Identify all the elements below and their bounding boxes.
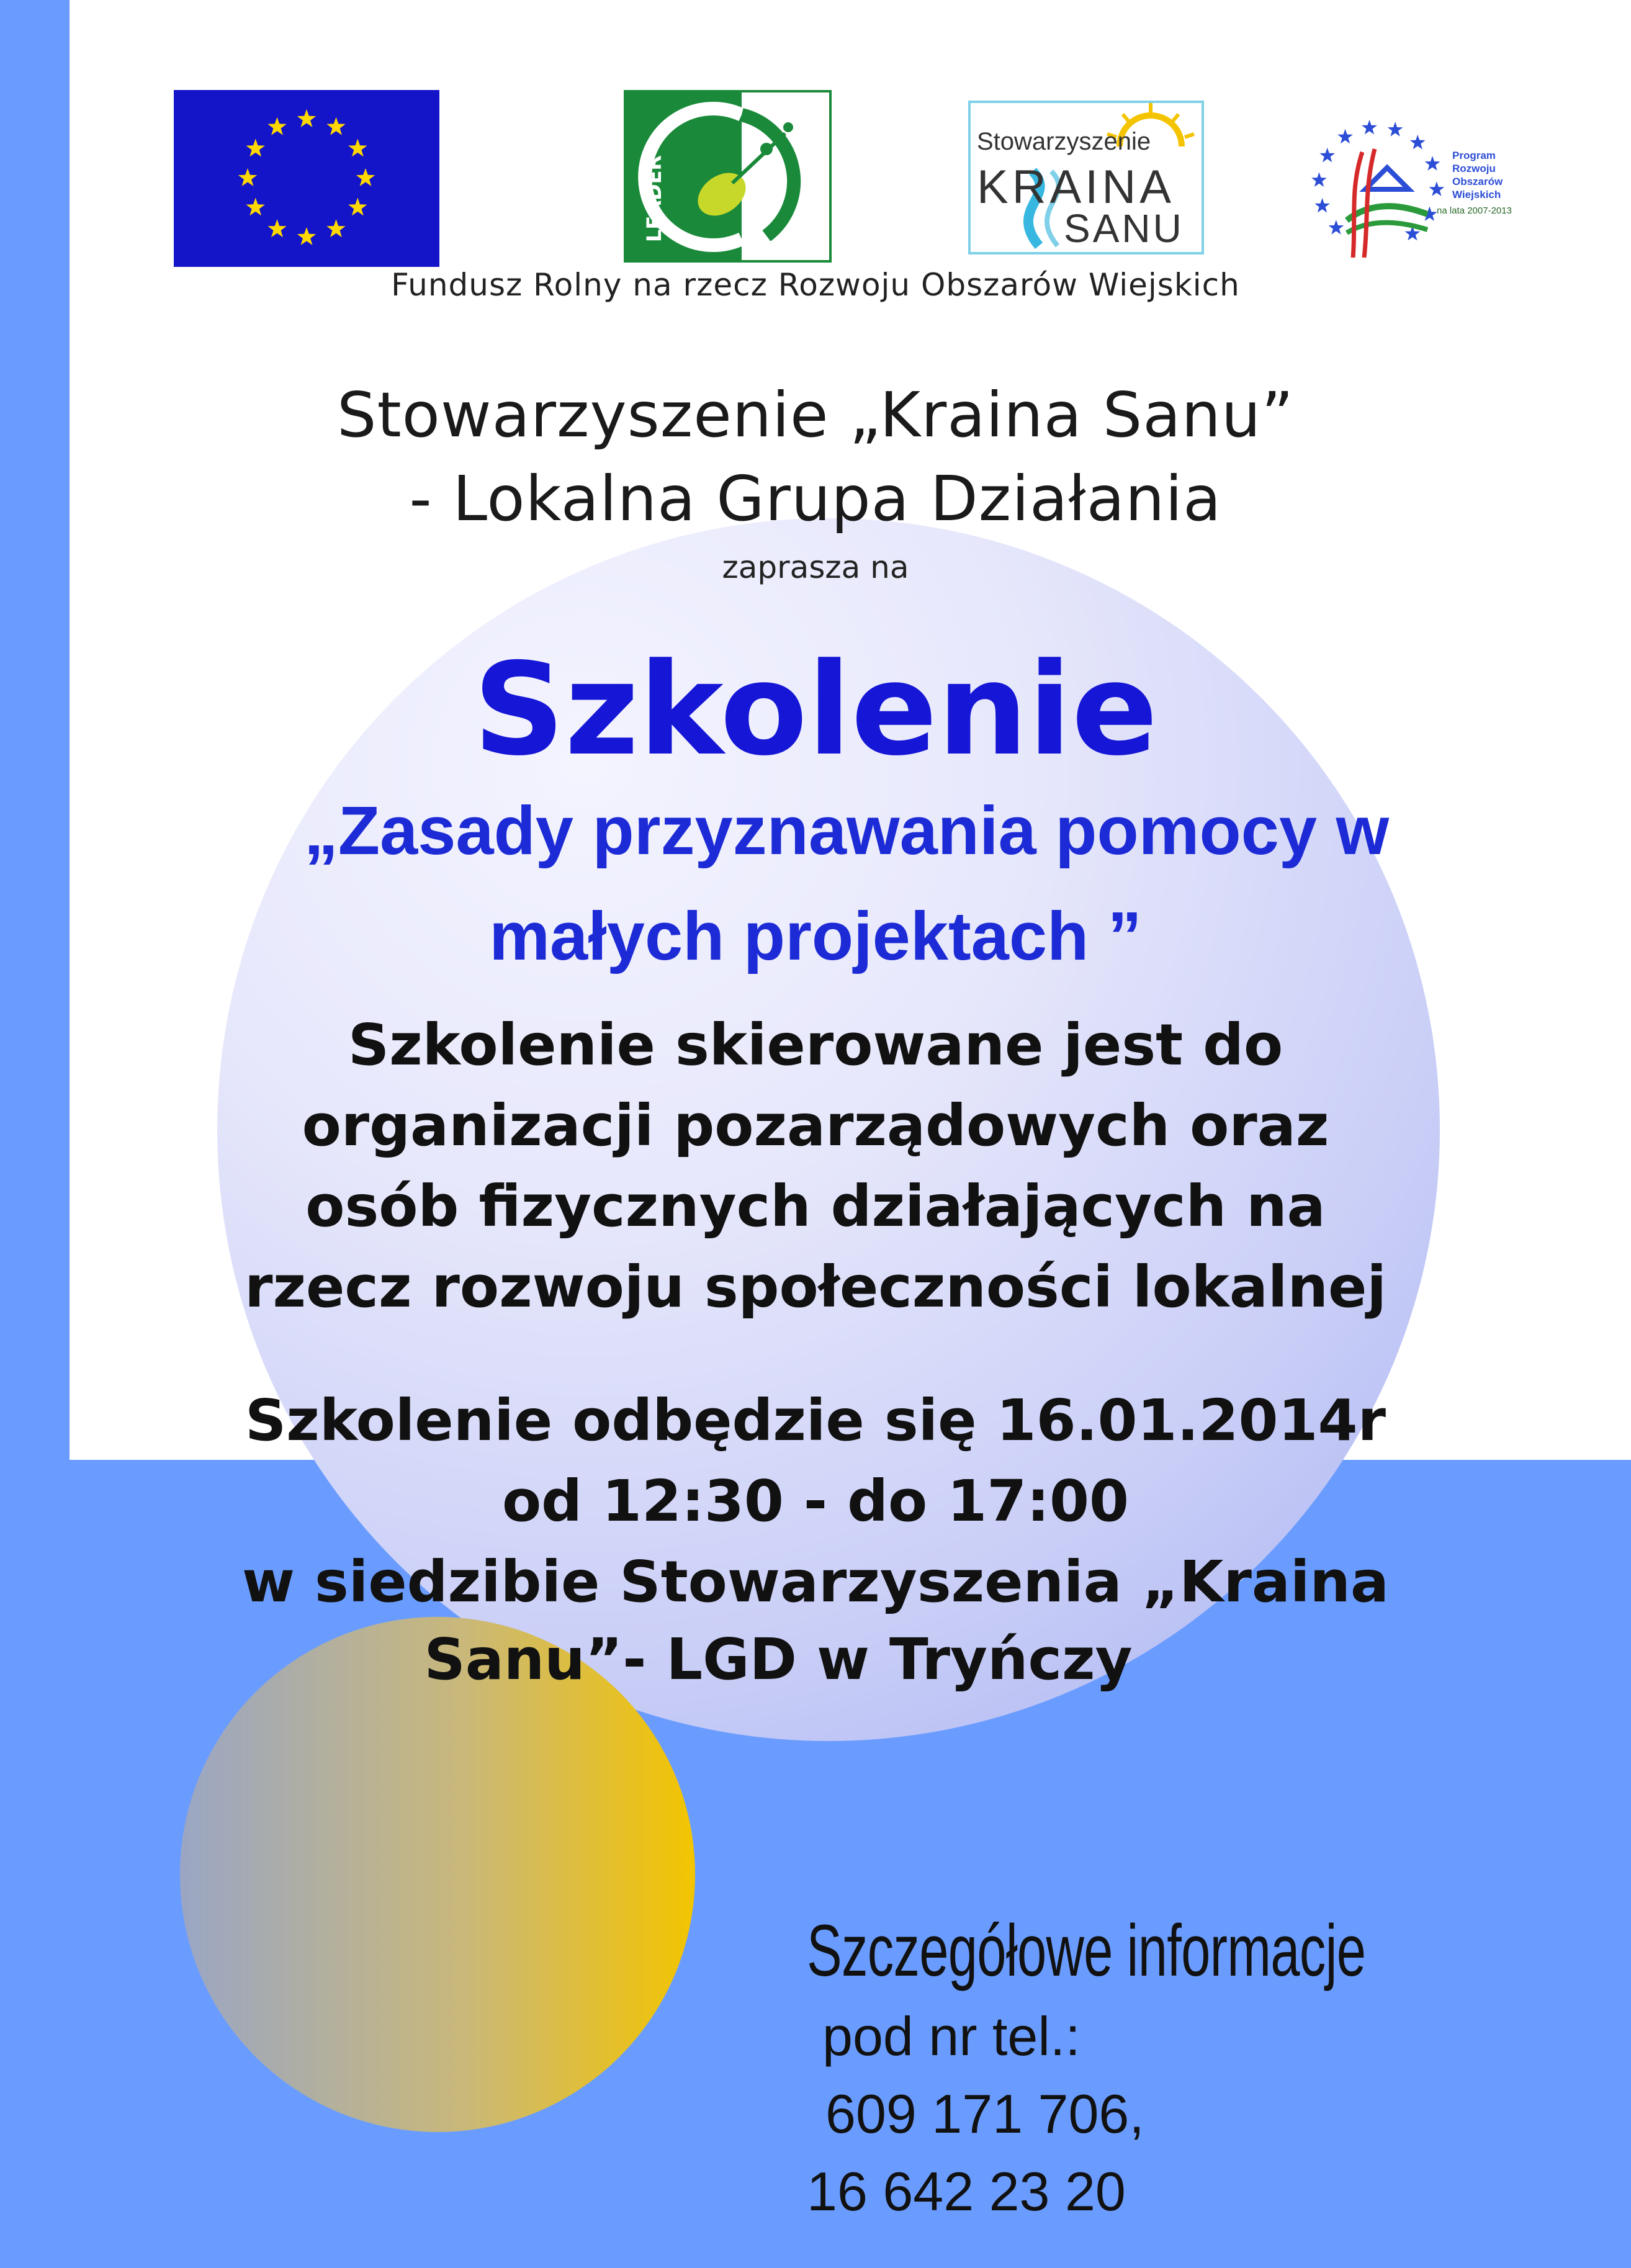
target-line-1: Szkolenie skierowane jest do — [348, 1012, 1283, 1078]
details-line-4: Sanu”- LGD w Tryńczy — [424, 1626, 1133, 1693]
kraina-logo-caption: Stowarzyszenie — [977, 128, 1151, 155]
prow-line: Wiejskich — [1452, 189, 1501, 200]
prow-star-icon — [1319, 148, 1335, 163]
prow-star-icon — [1429, 181, 1445, 196]
subtitle-line-1: „Zasady przyznawania pomocy w — [303, 793, 1390, 869]
details-line-2: od 12:30 - do 17:00 — [501, 1468, 1130, 1534]
prow-star-icon — [1425, 156, 1440, 170]
organizer-line-1: Stowarzyszenie „Kraina Sanu” — [336, 379, 1295, 451]
prow-star-icon — [1410, 135, 1426, 150]
kraina-logo-word: KRAINA — [977, 161, 1175, 214]
subtitle-line-2: małych projektach ” — [489, 898, 1142, 974]
fund-caption: Fundusz Rolny na rzecz Rozwoju Obszarów Wiejskich — [391, 267, 1240, 303]
invite-text: zaprasza na — [722, 549, 909, 585]
prow-star-icon — [1362, 120, 1377, 135]
eu-flag-icon — [174, 90, 439, 267]
prow-logo-icon — [1310, 115, 1542, 258]
contact-phone-1: 609 171 706, — [825, 2083, 1144, 2144]
prow-star-icon — [1337, 129, 1353, 144]
target-line-3: osób fizycznych działających na — [305, 1173, 1326, 1240]
details-line-1: Szkolenie odbędzie się 16.01.2014r — [245, 1387, 1386, 1454]
target-line-4: rzecz rozwoju społeczności lokalnej — [245, 1254, 1386, 1320]
prow-logo-caption — [1437, 149, 1512, 217]
yellow-gradient-circle — [180, 1617, 695, 2132]
prow-line: Obszarów — [1452, 176, 1503, 187]
headline-title: Szkolenie — [473, 636, 1158, 784]
prow-star-icon — [1311, 173, 1327, 187]
prow-star-icon — [1388, 122, 1403, 137]
prow-star-icon — [1329, 220, 1344, 235]
sanu-logo-word: SANU — [1064, 206, 1184, 251]
kraina-sanu-logo-icon — [968, 101, 1204, 254]
leader-logo-text: LEADER — [642, 155, 666, 242]
prow-line: Rozwoju — [1452, 163, 1496, 174]
target-line-2: organizacji pozarządowych oraz — [302, 1092, 1329, 1159]
prow-star-icon — [1314, 198, 1330, 213]
prow-line: Program — [1452, 150, 1496, 161]
organizer-line-2: - Lokalna Grupa Działania — [409, 462, 1222, 535]
details-line-3: w siedzibie Stowarzyszenia „Kraina — [241, 1549, 1390, 1615]
contact-phone-2: 16 642 23 20 — [807, 2161, 1126, 2222]
prow-line: na lata 2007-2013 — [1437, 205, 1512, 216]
contact-heading: Szczegółowe informacje — [807, 1910, 1366, 1992]
contact-line-1: pod nr tel.: — [822, 2005, 1081, 2067]
leader-logo-icon — [624, 90, 832, 263]
